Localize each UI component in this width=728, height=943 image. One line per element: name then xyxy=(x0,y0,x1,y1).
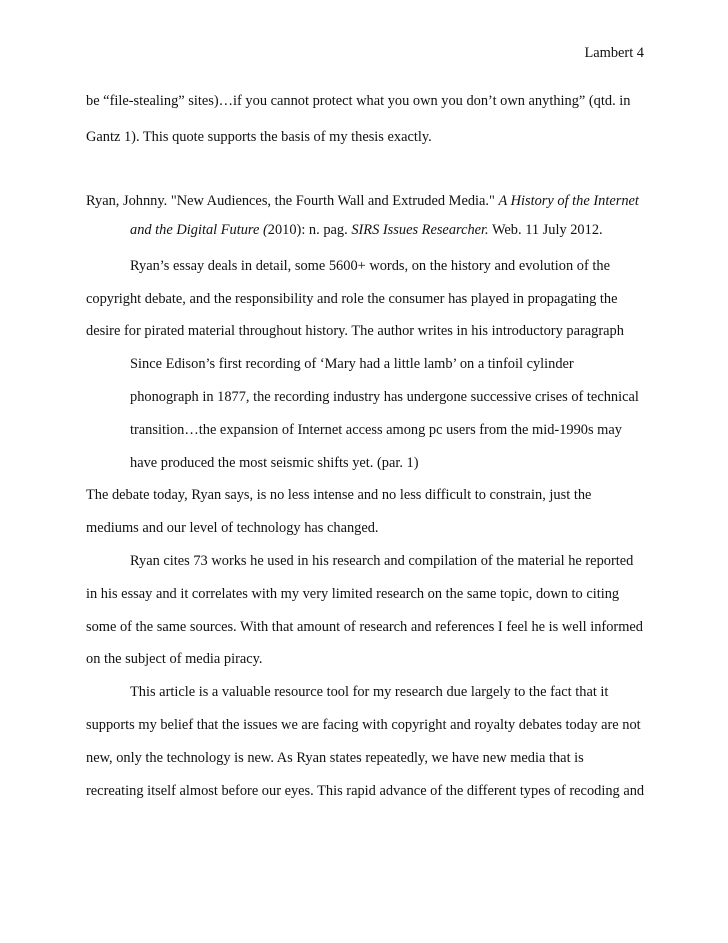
block-quote-line: phonograph in 1877, the recording industry has undergone successive crises of technical xyxy=(130,389,639,405)
text-line: in his essay and it correlates with my very limited research on the same topic, down to citing xyxy=(86,586,620,602)
text-line: recreating itself almost before our eyes. This rapid advance of the different types of recoding and xyxy=(86,783,645,799)
citation-access: Web. 11 July 2012. xyxy=(488,222,603,238)
text-line: some of the same sources. With that amount of research and references I feel he is well informed xyxy=(86,619,643,635)
citation-details: 2010): n. pag. xyxy=(267,222,352,238)
text-line: desire for pirated material throughout history. The author writes in his introductory paragraph xyxy=(86,323,624,339)
block-quote-line: have produced the most seismic shifts yet. (par. 1) xyxy=(130,455,419,471)
block-quote-line: Since Edison’s first recording of ‘Mary had a little lamb’ on a tinfoil cylinder xyxy=(130,356,574,372)
running-head: Lambert 4 xyxy=(584,45,644,61)
citation-author-title: Ryan, Johnny. "New Audiences, the Fourth Wall and Extruded Media." xyxy=(86,193,499,209)
citation-line-2 xyxy=(130,221,603,239)
text-line: This article is a valuable resource tool for my research due largely to the fact that it xyxy=(130,684,609,700)
text-line: copyright debate, and the responsibility and role the consumer has played in propagating the xyxy=(86,291,618,307)
text-line: Ryan cites 73 works he used in his research and compilation of the material he reported xyxy=(130,553,634,569)
text-line: The debate today, Ryan says, is no less intense and no less difficult to constrain, just the xyxy=(86,487,592,503)
text-line: on the subject of media piracy. xyxy=(86,651,263,667)
citation-book-title: A History of the Internet xyxy=(498,193,639,209)
text-line: mediums and our level of technology has changed. xyxy=(86,520,379,536)
text-line: new, only the technology is new. As Ryan states repeatedly, we have new media that is xyxy=(86,750,584,766)
citation-book-title-cont: and the Digital Future ( xyxy=(130,222,268,238)
text-line: be “file-stealing” sites)…if you cannot protect what you own you don’t own anything” (qtd. in xyxy=(86,93,631,109)
citation-line-1 xyxy=(86,192,639,210)
block-quote-line: transition…the expansion of Internet access among pc users from the mid-1990s may xyxy=(130,422,622,438)
text-line: supports my belief that the issues we are facing with copyright and royalty debates today are not xyxy=(86,717,641,733)
text-line: Gantz 1). This quote supports the basis of my thesis exactly. xyxy=(86,129,432,145)
text-line: Ryan’s essay deals in detail, some 5600+ words, on the history and evolution of the xyxy=(130,258,610,274)
citation-database: SIRS Issues Researcher. xyxy=(351,222,489,238)
